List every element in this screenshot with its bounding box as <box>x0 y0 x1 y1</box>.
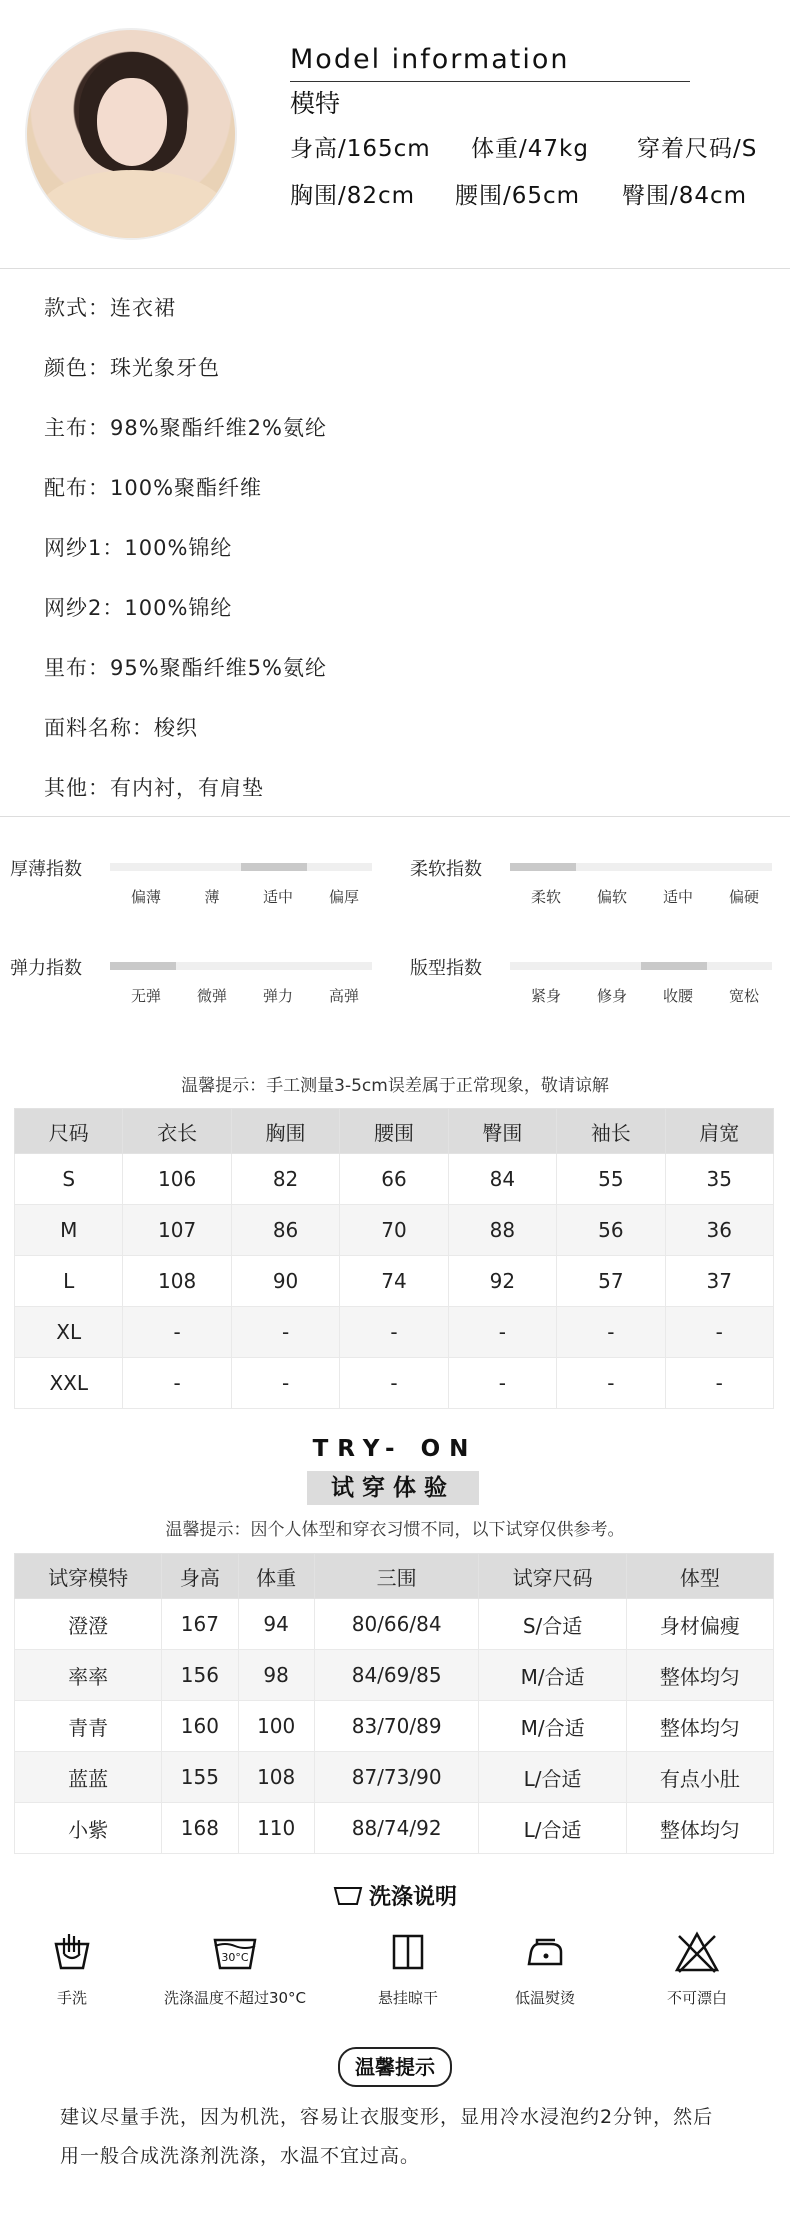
try-on-header: 体型 <box>626 1554 773 1599</box>
try-on-header: 三围 <box>314 1554 479 1599</box>
spec-fabric-name: 面料名称：梭织 <box>44 716 198 740</box>
try-on-cell: 160 <box>162 1701 238 1752</box>
size-cell: 90 <box>231 1256 339 1307</box>
divider <box>0 816 790 817</box>
index-option: 薄 <box>204 888 220 906</box>
model-bust: 胸围/82cm <box>290 183 416 209</box>
care-label: 手洗 <box>56 1989 87 2007</box>
try-on-row <box>15 1803 774 1854</box>
size-cell: 36 <box>665 1205 773 1256</box>
index-track <box>110 863 372 871</box>
svg-text:30°C: 30°C <box>221 1951 249 1964</box>
try-on-cell: S/合适 <box>479 1599 626 1650</box>
size-cell: 88 <box>448 1205 556 1256</box>
index-track <box>510 863 772 871</box>
spec-style: 款式：连衣裙 <box>44 296 176 320</box>
size-cell: - <box>665 1358 773 1409</box>
size-cell: - <box>557 1307 665 1358</box>
try-on-cell: 整体均匀 <box>626 1803 773 1854</box>
try-on-cell: 110 <box>238 1803 314 1854</box>
tips-title: 温馨提示 <box>338 2047 452 2087</box>
size-cell: 55 <box>557 1154 665 1205</box>
tips-line-1: 建议尽量手洗，因为机洗，容易让衣服变形，显用冷水浸泡约2分钟，然后 <box>60 2106 714 2128</box>
size-cell: 84 <box>448 1154 556 1205</box>
spec-secondary-fabric: 配布：100%聚酯纤维 <box>44 476 263 500</box>
try-on-cell: 156 <box>162 1650 238 1701</box>
low-iron-icon <box>515 1930 575 1974</box>
size-cell: 107 <box>123 1205 231 1256</box>
try-on-header: 身高 <box>162 1554 238 1599</box>
try-on-cell: 整体均匀 <box>626 1701 773 1752</box>
wash-30c-icon <box>205 1930 265 1974</box>
size-cell: 86 <box>231 1205 339 1256</box>
care-label: 低温熨烫 <box>514 1989 575 2007</box>
try-on-cell: 100 <box>238 1701 314 1752</box>
index-label: 厚薄指数 <box>10 859 82 880</box>
try-on-cell: 青青 <box>15 1701 162 1752</box>
size-cell: - <box>665 1307 773 1358</box>
try-on-cell: 94 <box>238 1599 314 1650</box>
care-label: 洗涤温度不超过30°C <box>163 1989 307 2007</box>
index-level <box>110 962 176 970</box>
model-height: 身高/165cm <box>290 136 431 162</box>
index-label: 柔软指数 <box>410 859 482 880</box>
model-waist: 腰围/65cm <box>455 183 581 209</box>
try-on-cell: M/合适 <box>479 1701 626 1752</box>
try-on-cell: 澄澄 <box>15 1599 162 1650</box>
try-on-cell: 80/66/84 <box>314 1599 479 1650</box>
tips-line-2: 用一般合成洗涤剂洗涤，水温不宜过高。 <box>60 2145 421 2167</box>
care-label: 不可漂白 <box>666 1989 727 2007</box>
try-on-cell: 身材偏瘦 <box>626 1599 773 1650</box>
size-cell: - <box>123 1358 231 1409</box>
size-table <box>14 1108 774 1409</box>
index-option: 收腰 <box>662 987 693 1005</box>
size-cell: XL <box>15 1307 123 1358</box>
try-on-header: 体重 <box>238 1554 314 1599</box>
try-on-cell: 小紫 <box>15 1803 162 1854</box>
model-photo <box>25 28 237 240</box>
size-cell: - <box>557 1358 665 1409</box>
index-option: 弹力 <box>262 987 293 1005</box>
spec-color: 颜色：珠光象牙色 <box>44 356 220 380</box>
size-header: 尺码 <box>15 1109 123 1154</box>
index-track <box>510 962 772 970</box>
try-on-row <box>15 1752 774 1803</box>
index-option: 高弹 <box>328 987 359 1005</box>
size-cell: S <box>15 1154 123 1205</box>
try-on-table <box>14 1553 774 1854</box>
try-on-cell: 有点小肚 <box>626 1752 773 1803</box>
size-cell: - <box>340 1307 448 1358</box>
try-on-cell: 87/73/90 <box>314 1752 479 1803</box>
try-on-cell: 155 <box>162 1752 238 1803</box>
try-on-cell: 167 <box>162 1599 238 1650</box>
size-cell: 35 <box>665 1154 773 1205</box>
size-cell: 82 <box>231 1154 339 1205</box>
wash-basin-icon <box>333 1885 363 1907</box>
try-on-cell: 88/74/92 <box>314 1803 479 1854</box>
size-cell: - <box>123 1307 231 1358</box>
size-header: 腰围 <box>340 1109 448 1154</box>
model-size: 穿着尺码/S <box>637 136 758 162</box>
try-on-cell: 84/69/85 <box>314 1650 479 1701</box>
index-option: 偏薄 <box>130 888 161 906</box>
spec-main-fabric: 主布：98%聚酯纤维2%氨纶 <box>44 416 327 440</box>
index-option: 紧身 <box>530 987 561 1005</box>
try-on-note: 温馨提示：因个人体型和穿衣习惯不同，以下试穿仅供参考。 <box>165 1520 625 1540</box>
spec-lining: 里布：95%聚酯纤维5%氨纶 <box>44 656 327 680</box>
try-on-cell: 168 <box>162 1803 238 1854</box>
index-track <box>110 962 372 970</box>
size-cell: 70 <box>340 1205 448 1256</box>
index-option: 适中 <box>662 888 693 906</box>
try-on-row <box>15 1599 774 1650</box>
size-header: 臀围 <box>448 1109 556 1154</box>
index-option: 柔软 <box>530 888 561 906</box>
size-row <box>15 1358 774 1409</box>
index-label: 版型指数 <box>410 958 482 979</box>
size-header: 胸围 <box>231 1109 339 1154</box>
no-bleach-icon <box>667 1930 727 1974</box>
model-subtitle: 模特 <box>290 89 341 118</box>
size-row <box>15 1256 774 1307</box>
size-cell: M <box>15 1205 123 1256</box>
try-on-cell: 83/70/89 <box>314 1701 479 1752</box>
spec-mesh-2: 网纱2：100%锦纶 <box>44 596 233 620</box>
model-info-title: Model information <box>290 44 570 75</box>
index-option: 修身 <box>596 987 627 1005</box>
try-on-cell: 蓝蓝 <box>15 1752 162 1803</box>
size-note: 温馨提示：手工测量3-5cm误差属于正常现象，敬请谅解 <box>181 1076 609 1096</box>
size-cell: - <box>231 1307 339 1358</box>
size-cell: 57 <box>557 1256 665 1307</box>
care-title: 洗涤说明 <box>368 1885 457 1910</box>
index-option: 偏硬 <box>728 888 759 906</box>
size-cell: L <box>15 1256 123 1307</box>
model-weight: 体重/47kg <box>471 136 589 162</box>
hand-wash-icon <box>42 1930 102 1974</box>
index-level <box>641 962 707 970</box>
size-cell: - <box>340 1358 448 1409</box>
size-cell: - <box>231 1358 339 1409</box>
size-header: 袖长 <box>557 1109 665 1154</box>
index-option: 无弹 <box>130 987 161 1005</box>
index-level <box>510 863 576 871</box>
size-cell: 92 <box>448 1256 556 1307</box>
index-option: 宽松 <box>728 987 759 1005</box>
index-label: 弹力指数 <box>10 958 82 979</box>
try-on-subtitle: 试穿体验 <box>307 1471 479 1505</box>
care-title-row <box>0 1880 790 1911</box>
try-on-cell: M/合适 <box>479 1650 626 1701</box>
try-on-cell: L/合适 <box>479 1752 626 1803</box>
try-on-cell: 108 <box>238 1752 314 1803</box>
index-option: 微弹 <box>196 987 227 1005</box>
size-cell: XXL <box>15 1358 123 1409</box>
spec-other: 其他：有内衬，有肩垫 <box>44 776 264 800</box>
size-cell: 106 <box>123 1154 231 1205</box>
index-level <box>241 863 307 871</box>
size-cell: 108 <box>123 1256 231 1307</box>
try-on-header: 试穿尺码 <box>479 1554 626 1599</box>
divider <box>0 268 790 269</box>
hang-dry-icon <box>378 1930 438 1974</box>
title-underline <box>290 81 690 82</box>
size-cell: - <box>448 1358 556 1409</box>
try-on-cell: L/合适 <box>479 1803 626 1854</box>
index-option: 偏软 <box>596 888 627 906</box>
size-header: 肩宽 <box>665 1109 773 1154</box>
spec-mesh-1: 网纱1：100%锦纶 <box>44 536 233 560</box>
index-option: 适中 <box>262 888 293 906</box>
size-row <box>15 1307 774 1358</box>
try-on-header: 试穿模特 <box>15 1554 162 1599</box>
size-cell: 37 <box>665 1256 773 1307</box>
size-cell: 74 <box>340 1256 448 1307</box>
size-header: 衣长 <box>123 1109 231 1154</box>
try-on-cell: 98 <box>238 1650 314 1701</box>
size-cell: 66 <box>340 1154 448 1205</box>
size-cell: 56 <box>557 1205 665 1256</box>
try-on-row <box>15 1701 774 1752</box>
try-on-row <box>15 1650 774 1701</box>
care-label: 悬挂晾干 <box>377 1989 438 2007</box>
model-hip: 臀围/84cm <box>622 183 748 209</box>
index-option: 偏厚 <box>328 888 359 906</box>
size-cell: - <box>448 1307 556 1358</box>
size-row <box>15 1154 774 1205</box>
size-row <box>15 1205 774 1256</box>
try-on-title: TRY- ON <box>312 1436 478 1462</box>
try-on-cell: 整体均匀 <box>626 1650 773 1701</box>
try-on-cell: 率率 <box>15 1650 162 1701</box>
